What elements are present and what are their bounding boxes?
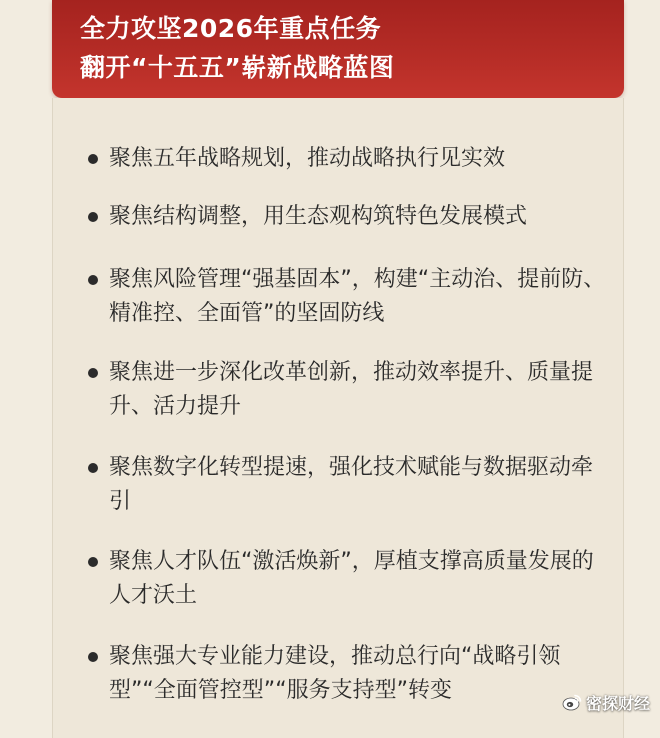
list-item-text: 聚焦结构调整，用生态观构筑特色发展模式 — [109, 204, 528, 229]
bullet-icon — [88, 212, 98, 222]
bullet-icon — [88, 368, 98, 378]
list-item-text: 聚焦数字化转型提速，强化技术赋能与数据驱动牵引 — [109, 455, 594, 514]
page-subtitle: 翻开“十五五”崭新战略蓝图 — [80, 53, 395, 82]
title-banner — [52, 0, 624, 98]
bullet-icon — [88, 652, 98, 662]
list-item-text: 聚焦进一步深化改革创新，推动效率提升、质量提升、活力提升 — [109, 360, 594, 419]
list-item-text: 聚焦风险管理“强基固本”，构建“主动治、提前防、精准控、全面管”的坚固防线 — [109, 267, 606, 326]
page-title: 全力攻坚2026年重点任务 — [80, 14, 382, 43]
watermark-text: 密探财经 — [585, 693, 650, 713]
task-list-card — [52, 98, 624, 738]
weibo-icon — [562, 693, 582, 711]
bullet-icon — [88, 275, 98, 285]
list-item-text: 聚焦强大专业能力建设，推动总行向“战略引领型”“全面管控型”“服务支持型”转变 — [109, 644, 561, 703]
bullet-icon — [88, 557, 98, 567]
list-item-text: 聚焦五年战略规划，推动战略执行见实效 — [109, 146, 506, 171]
bullet-icon — [88, 463, 98, 473]
list-item-text: 聚焦人才队伍“激活焕新”，厚植支撑高质量发展的人才沃土 — [109, 549, 594, 608]
watermark — [562, 691, 650, 713]
bullet-icon — [88, 154, 98, 164]
